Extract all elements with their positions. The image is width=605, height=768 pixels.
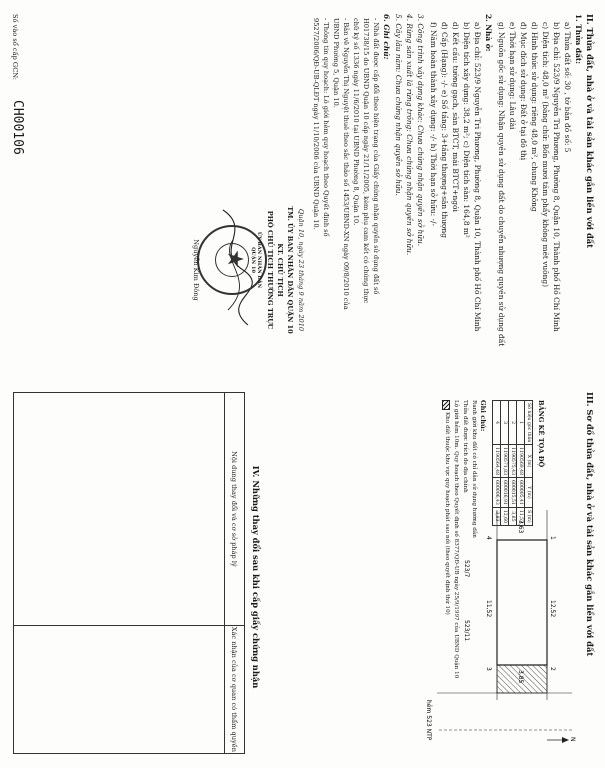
- structure-line: d) Kết cấu: tường gạch, sàn BTCT, mái BTCT+ngói: [451, 22, 460, 212]
- note-line-5: UBND Phường 5, Quận 10.: [332, 18, 340, 108]
- other-works-line: 3. Công trình xây dựng khác: Chưa chứng nhận quyền sở hữu.: [416, 14, 425, 247]
- changes-cell-empty: [14, 393, 225, 626]
- point-label-1: 1: [549, 536, 556, 540]
- hatch-swatch-icon: [442, 400, 450, 410]
- house-area-line: b) Diện tích xây dựng: 38,2 m²; c) Diện tích sàn: 164,8 m²: [462, 22, 471, 238]
- note-line-1: - Nhà đất được cấp đổi theo hiện trạng của Giấy chứng nhận quyền sử dụng đất số: [372, 18, 380, 295]
- registry-label: Số vào sổ cấp GCN:: [11, 14, 19, 81]
- changes-table-header: [225, 393, 245, 754]
- point-label-3: 3: [485, 667, 492, 671]
- seal-text: ỦY BAN NHÂN DÂN QUẬN 10: [250, 231, 262, 289]
- changes-col-authority: Xác nhận của cơ quan có thẩm quyền: [225, 625, 245, 753]
- changes-table-body: [14, 393, 225, 754]
- coord-cell: 600006,43: [493, 478, 501, 508]
- parcel-outline: [497, 540, 547, 665]
- coord-cell: 1190569,48: [517, 445, 525, 478]
- use-form-line: d) Hình thức sử dụng: riêng 48,0 m², chung Không: [530, 22, 539, 212]
- legend-heading: Ghi chú:: [479, 400, 487, 432]
- dimension-label-bottom: 11,52: [485, 600, 492, 618]
- perennial-line: 5. Cây lâu năm: Chưa chứng nhận quyền sở hữu.: [394, 14, 403, 196]
- coord-cell: 11,52: [517, 507, 525, 525]
- dimension-label-right: 3,85: [517, 670, 524, 684]
- parcel-line: a) Thửa đất số: 30 , tờ bản đồ số: 5: [563, 22, 572, 153]
- dimension-label-top: 12,52: [549, 600, 556, 618]
- changes-col-content: Nội dung thay đổi và cơ sở pháp lý: [225, 393, 245, 626]
- table-row: [493, 401, 501, 526]
- changes-table: [13, 392, 245, 754]
- coord-table-header-row: [525, 401, 533, 526]
- coord-cell: 600016,91: [501, 478, 509, 508]
- parcel-sketch: [415, 500, 577, 760]
- address-line: b) Địa chỉ: 523/9 Nguyễn Tri Phương, Phường 8, Quận 10, Thành phố Hồ Chí Minh: [552, 22, 561, 332]
- coord-cell: 1190564,48: [493, 445, 501, 478]
- coord-header-cell: Y (m): [525, 478, 533, 508]
- coord-cell: 1190571,83: [501, 445, 509, 478]
- table-row: [509, 401, 517, 526]
- coord-header-cell: X (m): [525, 445, 533, 478]
- point-label-4: 4: [485, 536, 492, 540]
- note-line-6: - Thông tin quy hoạch: Lô giới hẻm quy hoạch theo Quyết định số: [322, 18, 330, 237]
- purpose-line: đ) Mục đích sử dụng: Đất ở tại đô thị: [519, 22, 528, 161]
- coord-cell: 2: [509, 401, 517, 445]
- floors-line: đ) Cấp (Hạng): -/- e) Số tầng: 3+tầng thượng+sân thượng: [440, 22, 449, 238]
- house-address-line: a) Địa chỉ: 523/9 Nguyễn Tri Phương, Phường 8, Quận 10, Thành phố Hồ Chí Minh: [473, 22, 482, 332]
- origin-line: g) Nguồn gốc sử dụng: Nhận quyền sử dụng đất do chuyển nhượng quyền sử dụng đất: [497, 22, 506, 347]
- north-arrow-icon: [547, 737, 576, 743]
- coord-cell: 3,83: [493, 507, 501, 525]
- road-label: hẻm 523 NTP: [425, 700, 432, 741]
- legend-line-1: Ranh giới khu đất có chỉ dẫn sử dụng hướng dẫn: [471, 400, 477, 538]
- section3-heading: III. Sơ đồ thửa đất, nhà ở và tài sản khác gắn liền với đất: [585, 392, 595, 657]
- coord-cell: 600005,41: [517, 478, 525, 508]
- lot-label-a: 523/7: [463, 560, 470, 578]
- coord-header-cell: Số hiệu góc thửa: [525, 401, 533, 445]
- signature-kt: KT. CHỦ TỊCH: [276, 243, 284, 297]
- area-line: c) Diện tích: 48,0 m² (bằng chữ: Bốn mươi tám phẩy không mét vuông): [541, 22, 550, 287]
- legend-line-2: Thửa đất được trích đo địa chính: [462, 400, 468, 493]
- coord-cell: 1: [517, 401, 525, 445]
- registry-number: CH00106: [10, 100, 25, 155]
- term-line: e) Thời hạn sử dụng: Lâu dài: [508, 22, 517, 130]
- signer-name: Nguyễn Kim Đông: [192, 239, 200, 301]
- coord-cell: 3: [501, 401, 509, 445]
- coord-cell: 4: [493, 401, 501, 445]
- forest-line: 4. Rừng sản xuất là rừng trồng: Chưa chứng nhận quyền sở hữu.: [405, 14, 414, 256]
- table-row: [501, 401, 509, 526]
- section2-heading: II. Thửa đất, nhà ở và tài sản khác gắn liền với đất: [585, 14, 595, 248]
- table-row: [517, 401, 525, 526]
- coord-cell: 3,85: [509, 507, 517, 525]
- signature-date: Quận 10, ngày 23 tháng 9 năm 2010: [297, 208, 305, 332]
- coord-header-cell: S (m): [525, 507, 533, 525]
- legend-line-3: Lộ giới hẻm 10m. Quy hoạch theo Quyết định số 8377/QĐ-UB ngày 25/9/1997 của UBND Quận 10: [453, 400, 459, 679]
- signature-org: TM. ỦY BAN NHÂN DÂN QUẬN 10: [286, 206, 294, 334]
- land-heading: 1. Thửa đất:: [574, 14, 583, 64]
- section4-heading: IV. Những thay đổi sau khi cấp giấy chứng nhận: [251, 465, 261, 689]
- coord-cell: 1190575,43: [509, 445, 517, 478]
- coord-table: [492, 400, 533, 526]
- note-line-3: chữ ký số 1336 ngày 11/6/2010 tại UBND Phường 8, Quận 10.: [352, 18, 360, 226]
- changes-cell-empty: [14, 625, 225, 753]
- note-line-2: H01738/15 do UBND Quận 10 cấp ngày 21/11/2005, kèm phụ cam kết có chứng thực: [362, 18, 370, 304]
- lot-label-b: 523/11: [463, 620, 470, 642]
- note-heading: 6. Ghi chú:: [382, 14, 391, 60]
- note-line-7: 9527/2006/QĐ-UB-QLĐT ngày 11/10/2006 của UBND Quận 10.: [312, 18, 320, 230]
- coord-table-title: BẢNG KÊ TỌA ĐỘ: [537, 400, 545, 468]
- dimension-label-left: 3,63: [517, 520, 524, 534]
- legend-line-4: Khu đất thuộc khu vực quy hoạch phát sau nối (theo quyết định thứ 10): [444, 412, 450, 615]
- year-line: f) Năm hoàn thành xây dựng: -/- h) Thời hạn sở hữu: -/-: [429, 22, 438, 226]
- coord-cell: 12,60: [501, 507, 509, 525]
- coord-cell: 600015,51: [509, 478, 517, 508]
- point-label-2: 2: [549, 667, 556, 671]
- note-line-4: - Bản vẽ Nguyễn Thị Nguyệt thuê theo sắc thảo số 1453/UBND-XN ngày 09/8/2010 của: [342, 18, 350, 310]
- north-label: N: [569, 737, 576, 742]
- house-heading: 2. Nhà ở:: [484, 14, 493, 52]
- signature-title: PHÓ CHỦ TỊCH THƯỜNG TRỰC: [266, 210, 274, 330]
- official-seal-icon: ỦY BAN NHÂN DÂN QUẬN 10 ★: [197, 225, 267, 295]
